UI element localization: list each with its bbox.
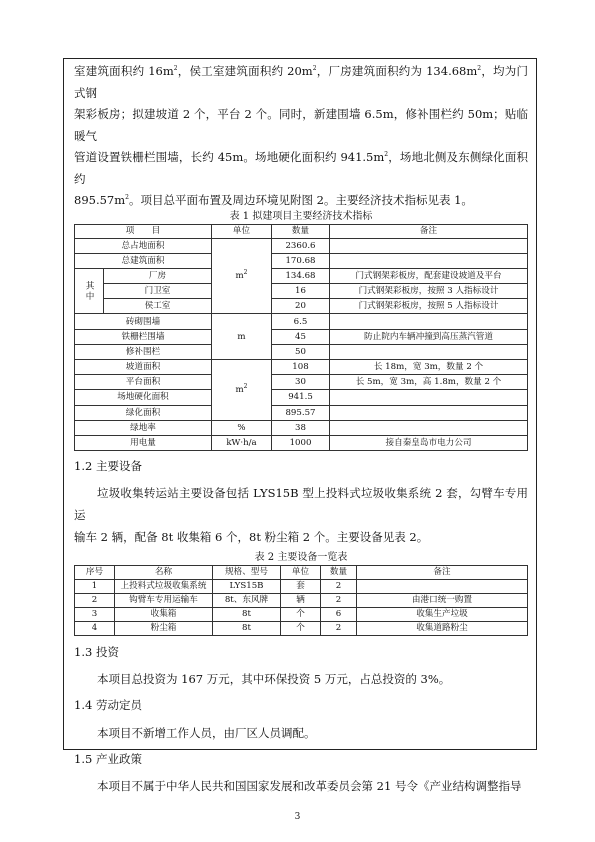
item-cell: 厂房 <box>104 268 212 283</box>
item-cell: 砖砌围墙 <box>75 314 212 329</box>
superscript: 2 <box>384 151 389 159</box>
no-cell: 1 <box>75 579 115 593</box>
superscript: 2 <box>477 65 482 73</box>
note-cell: 收集生产垃圾 <box>357 607 528 621</box>
policy-paragraph: 本项目不属于中华人民共和国国家发展和改革委员会第 21 号令《产业结构调整指导 <box>97 779 522 794</box>
table-row <box>75 579 528 593</box>
item-cell: 平台面积 <box>75 375 212 390</box>
item-cell: 铁栅栏围墙 <box>75 329 212 344</box>
qty-cell: 50 <box>272 344 330 359</box>
page-number: 3 <box>294 812 301 822</box>
header-cell: 项 目 <box>75 224 212 238</box>
note-cell <box>330 238 528 253</box>
item-cell: 门卫室 <box>104 284 212 299</box>
note-cell <box>330 420 528 435</box>
item-cell: 侯工室 <box>104 299 212 314</box>
section-title-1-3: 1.3 投资 <box>74 644 119 659</box>
item-cell: 总建筑面积 <box>75 253 212 268</box>
item-cell: 用电量 <box>75 435 212 450</box>
qty-cell: 895.57 <box>272 405 330 420</box>
text-line: 室建筑面积约 16m <box>74 64 174 78</box>
header-cell: 数量 <box>321 565 357 579</box>
superscript: 2 <box>125 194 129 202</box>
note-cell: 门式钢架彩板房，按照 5 人指标设计 <box>330 299 528 314</box>
table-row <box>75 314 528 329</box>
intro-paragraph <box>74 61 528 212</box>
note-cell <box>330 253 528 268</box>
table-row <box>75 390 528 405</box>
table-row <box>75 607 528 621</box>
table-row <box>75 420 528 435</box>
text-line: ，均为门式钢 <box>74 64 528 100</box>
note-cell: 收集道路粉尘 <box>357 621 528 635</box>
staffing-paragraph: 本项目不新增工作人员，由厂区人员调配。 <box>97 725 316 740</box>
qty-cell: 134.68 <box>272 268 330 283</box>
text-line: ，场地北侧及东侧绿化面积约 <box>74 150 528 186</box>
note-cell <box>330 344 528 359</box>
header-cell: 备注 <box>357 565 528 579</box>
table1 <box>74 224 528 452</box>
item-cell: 场地硬化面积 <box>75 390 212 405</box>
group-label-cell: 其中 <box>75 268 104 314</box>
qty-cell: 45 <box>272 329 330 344</box>
table-row <box>75 621 528 635</box>
table2 <box>74 565 528 636</box>
note-cell: 接自秦皇岛市电力公司 <box>330 435 528 450</box>
table-row <box>75 329 528 344</box>
name-cell: 收集箱 <box>115 607 213 621</box>
item-cell: 绿化面积 <box>75 405 212 420</box>
qty-cell: 20 <box>272 299 330 314</box>
note-cell <box>330 405 528 420</box>
spec-cell: 8t <box>213 607 281 621</box>
section-title-1-2: 1.2 主要设备 <box>74 459 142 474</box>
note-cell <box>330 314 528 329</box>
note-cell <box>330 390 528 405</box>
unit-cell: 套 <box>281 579 321 593</box>
unit-cell: 个 <box>281 621 321 635</box>
unit-cell: kW·h/a <box>212 435 272 450</box>
spec-cell: 8t、东风牌 <box>213 593 281 607</box>
unit-cell: $m^2$ <box>212 238 272 314</box>
table-row <box>75 268 528 283</box>
table-row <box>75 375 528 390</box>
qty-cell: 2 <box>321 593 357 607</box>
note-cell: 长 18m，宽 3m，数量 2 个 <box>330 360 528 375</box>
unit-cell: 辆 <box>281 593 321 607</box>
table1-caption: 表 1 拟建项目主要经济技术指标 <box>229 210 373 222</box>
text-line: 895.57m <box>74 193 126 207</box>
note-cell: 门式钢架彩板房，配套建设坡道及平台 <box>330 268 528 283</box>
qty-cell: 2 <box>321 579 357 593</box>
investment-paragraph: 本项目总投资为 167 万元，其中环保投资 5 万元，占总投资的 3%。 <box>97 672 451 687</box>
qty-cell: 2 <box>321 621 357 635</box>
note-cell: 长 5m，宽 3m，高 1.8m，数量 2 个 <box>330 375 528 390</box>
note-cell: 由港口统一购置 <box>357 593 528 607</box>
table-row <box>75 253 528 268</box>
table-row <box>75 299 528 314</box>
qty-cell: 6 <box>321 607 357 621</box>
no-cell: 4 <box>75 621 115 635</box>
table-row <box>75 360 528 375</box>
text-line: ，厂房建筑面积约为 134.68m <box>316 64 478 78</box>
section-title-1-4: 1.4 劳动定员 <box>74 698 142 713</box>
unit-cell: m <box>212 314 272 360</box>
item-cell: 坡道面积 <box>75 360 212 375</box>
table-row <box>75 344 528 359</box>
name-cell: 上投料式垃圾收集系统 <box>115 579 213 593</box>
header-cell: 备注 <box>330 224 528 238</box>
no-cell: 2 <box>75 593 115 607</box>
item-cell: 绿地率 <box>75 420 212 435</box>
table-header-row <box>75 565 528 579</box>
qty-cell: 38 <box>272 420 330 435</box>
superscript: 2 <box>312 65 317 73</box>
header-cell: 规格、型号 <box>213 565 281 579</box>
section-title-1-5: 1.5 产业政策 <box>74 751 142 766</box>
qty-cell: 170.68 <box>272 253 330 268</box>
unit-cell: % <box>212 420 272 435</box>
qty-cell: 1000 <box>272 435 330 450</box>
spec-cell: LYS15B <box>213 579 281 593</box>
equipment-paragraph <box>74 482 528 548</box>
content-frame <box>63 58 537 794</box>
note-cell <box>357 579 528 593</box>
header-cell: 数量 <box>272 224 330 238</box>
qty-cell: 30 <box>272 375 330 390</box>
name-cell: 钩臂车专用运输车 <box>115 593 213 607</box>
content-body <box>74 61 528 798</box>
header-cell: 名称 <box>115 565 213 579</box>
qty-cell: 2360.6 <box>272 238 330 253</box>
table-row <box>75 593 528 607</box>
table-row <box>75 238 528 253</box>
text-line: 输车 2 辆，配备 8t 收集箱 6 个，8t 粉尘箱 2 个。主要设备见表 2。 <box>74 529 429 544</box>
header-cell: 序号 <box>75 565 115 579</box>
table2-caption: 表 2 主要设备一览表 <box>254 551 348 563</box>
header-cell: 单位 <box>212 224 272 238</box>
table-header-row <box>75 224 528 238</box>
table-row <box>75 284 528 299</box>
text-line: 垃圾收集转运站主要设备包括 LYS15B 型上投料式垃圾收集系统 2 套，勾臂车专用运 <box>74 485 528 522</box>
no-cell: 3 <box>75 607 115 621</box>
spec-cell: 8t <box>213 621 281 635</box>
text-line: 。项目总平面布置及周边环境见附图 2。主要经济技术指标见表 1。 <box>128 193 473 207</box>
qty-cell: 6.5 <box>272 314 330 329</box>
qty-cell: 941.5 <box>272 390 330 405</box>
superscript: 2 <box>173 65 178 73</box>
text-line: 管道设置铁栅栏围墙，长约 45m。场地硬化面积约 941.5m <box>74 150 385 164</box>
name-cell: 粉尘箱 <box>115 621 213 635</box>
text-line: 架彩板房；拟建坡道 2 个，平台 2 个。同时，新建围墙 6.5m，修补围栏约 50m；贴临暖气 <box>74 107 528 143</box>
qty-cell: 16 <box>272 284 330 299</box>
text-line: ，侯工室建筑面积约 20m <box>177 64 313 78</box>
unit-cell: 个 <box>281 607 321 621</box>
table-row <box>75 405 528 420</box>
note-cell: 防止院内车辆冲撞到高压蒸汽管道 <box>330 329 528 344</box>
qty-cell: 108 <box>272 360 330 375</box>
header-cell: 单位 <box>281 565 321 579</box>
item-cell: 修补围栏 <box>75 344 212 359</box>
table-row <box>75 435 528 450</box>
note-cell: 门式钢架彩板房，按照 3 人指标设计 <box>330 284 528 299</box>
unit-cell: $m^2$ <box>212 360 272 421</box>
item-cell: 总占地面积 <box>75 238 212 253</box>
